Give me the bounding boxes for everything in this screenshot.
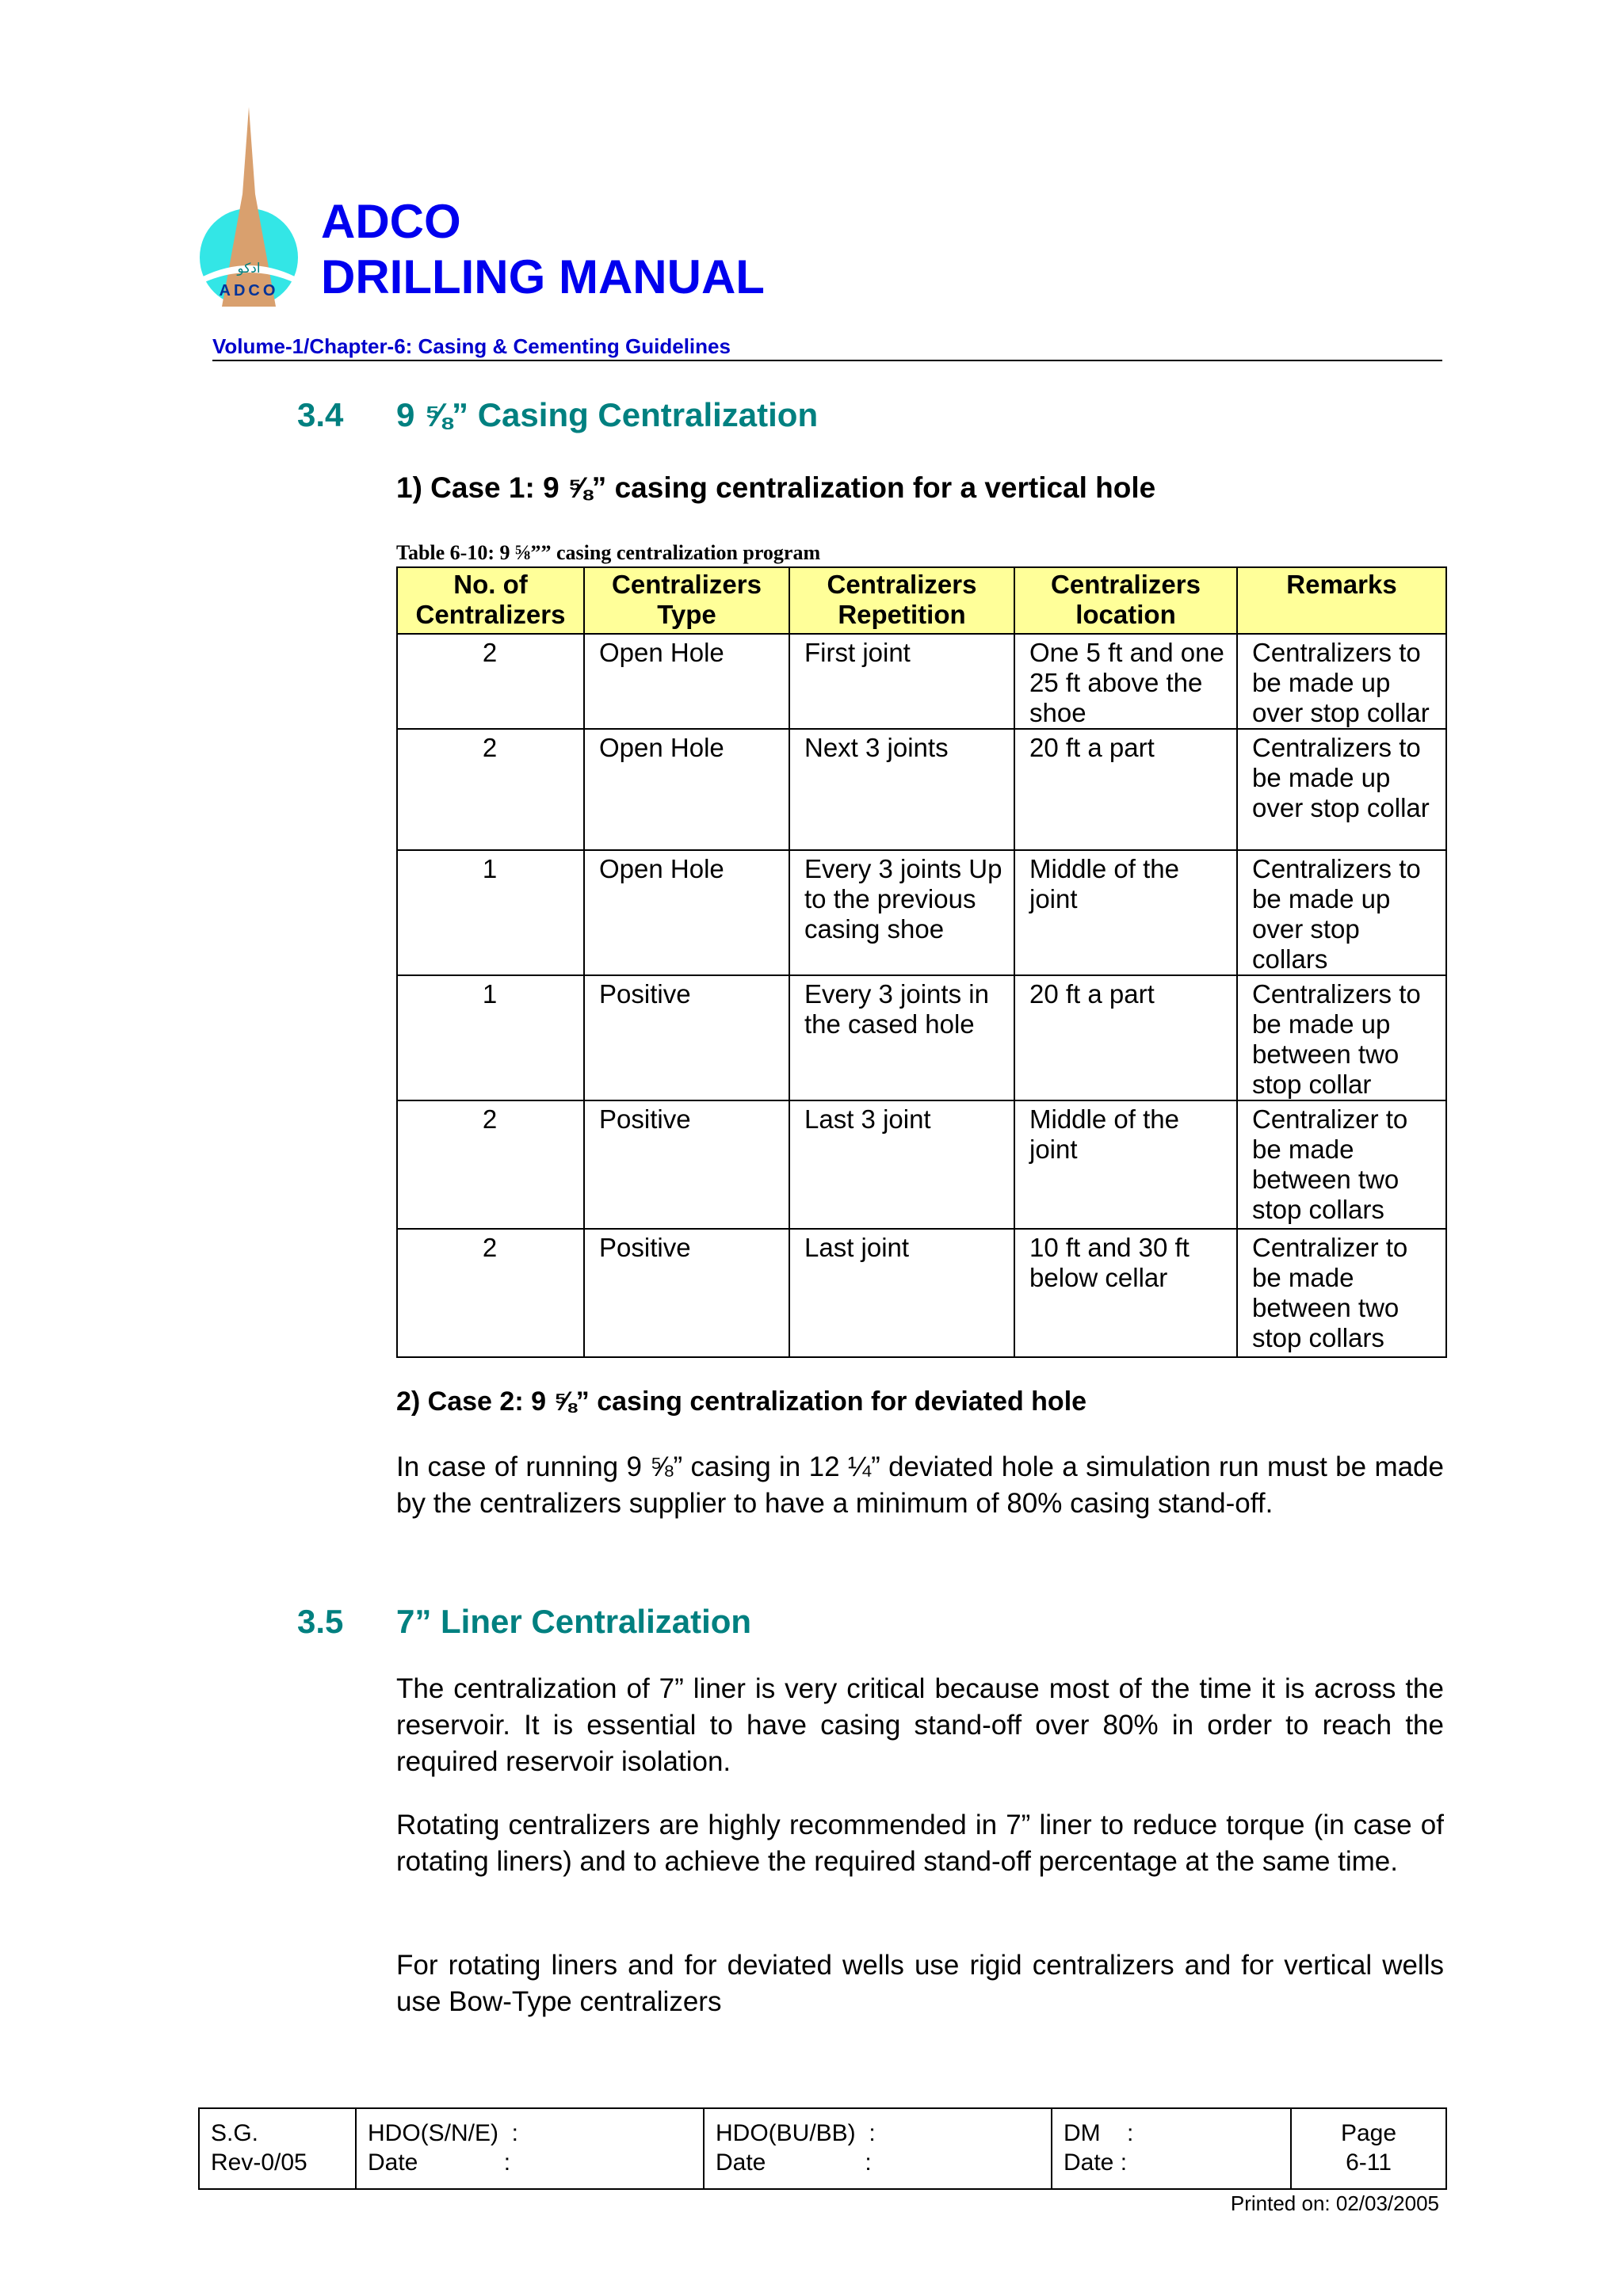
footer-dm: DM : — [1064, 2120, 1134, 2146]
col-header-location: Centralizers location — [1014, 567, 1237, 634]
chapter-subtitle: Volume-1/Chapter-6: Casing & Cementing Guidelines — [212, 334, 731, 358]
footer-hdo-bubb: HDO(BU/BB) : — [716, 2120, 876, 2146]
liner-paragraph-2: Rotating centralizers are highly recommended in 7” liner to reduce torque (in case of rotating liners) and to achieve the required stand-off percentage at the same time. — [396, 1810, 1444, 1877]
table-cell: Every 3 joints Up to the previous casing shoe — [789, 850, 1014, 975]
table-row — [397, 634, 1446, 729]
table-cell: 1 — [397, 850, 584, 975]
col-header-repetition: Centralizers Repetition — [789, 567, 1014, 634]
table-cell: Centralizers to be made up over stop collar — [1237, 729, 1446, 850]
approval-footer-table — [198, 2107, 1447, 2190]
table-cell: 20 ft a part — [1014, 729, 1237, 850]
table-cell: One 5 ft and one 25 ft above the shoe — [1014, 634, 1237, 729]
table-cell: 2 — [397, 729, 584, 850]
col-header-remarks: Remarks — [1237, 567, 1446, 634]
table-cell: First joint — [789, 634, 1014, 729]
logo-adco-text: ADCO — [219, 282, 279, 299]
footer-hdo-bubb-date: Date : — [716, 2149, 872, 2176]
footer-rev: Rev-0/05 — [211, 2149, 307, 2176]
table-cell: 2 — [397, 1100, 584, 1229]
table-cell: Last 3 joint — [789, 1100, 1014, 1229]
section-3-5-number: 3.5 — [297, 1603, 344, 1640]
adco-logo — [198, 107, 305, 309]
table-cell: 2 — [397, 634, 584, 729]
footer-hdo-sne-cell — [356, 2108, 704, 2189]
brand-title-line2: DRILLING MANUAL — [321, 250, 765, 303]
footer-row — [199, 2108, 1446, 2189]
table-cell: Middle of the joint — [1014, 1100, 1237, 1229]
case2-paragraph: In case of running 9 ⅝” casing in 12 ¼” deviated hole a simulation run must be made by the centralizers supplier to have a minimum of 80% casing stand-off. — [396, 1451, 1444, 1519]
section-3-4-number: 3.4 — [297, 396, 344, 433]
table-cell: Open Hole — [584, 634, 789, 729]
table-cell: 2 — [397, 1229, 584, 1357]
printed-date: Printed on: 02/03/2005 — [1230, 2191, 1439, 2215]
footer-hdo-bubb-cell — [704, 2108, 1052, 2189]
table-cell: Centralizers to be made up between two stop collar — [1237, 975, 1446, 1100]
logo-arabic-text: ادكو — [237, 261, 261, 277]
table-cell: Middle of the joint — [1014, 850, 1237, 975]
footer-hdo-sne: HDO(S/N/E) : — [368, 2120, 519, 2146]
centralization-table — [396, 566, 1447, 1358]
table-row — [397, 1100, 1446, 1229]
footer-dm-cell — [1052, 2108, 1291, 2189]
footer-page-label: Page — [1340, 2120, 1397, 2146]
case1-heading: 1) Case 1: 9 ⅝” casing centralization for a vertical hole — [396, 471, 1156, 504]
table-row — [397, 1229, 1446, 1357]
table-cell: Centralizer to be made between two stop collars — [1237, 1229, 1446, 1357]
footer-sg: S.G. — [211, 2120, 259, 2146]
col-header-count: No. of Centralizers — [397, 567, 584, 634]
table-cell: 1 — [397, 975, 584, 1100]
liner-paragraph-3: For rotating liners and for deviated wells use rigid centralizers and for vertical wells use Bow-Type centralizers — [396, 1950, 1444, 2017]
table-cell: Open Hole — [584, 850, 789, 975]
table-cell: Centralizers to be made up over stop collar — [1237, 634, 1446, 729]
table-caption: Table 6-10: 9 ⅝”” casing centralization program — [396, 541, 821, 564]
table-cell: Centralizer to be made between two stop collars — [1237, 1100, 1446, 1229]
table-cell: Last joint — [789, 1229, 1014, 1357]
brand-title-line1: ADCO — [321, 195, 461, 248]
table-cell: Next 3 joints — [789, 729, 1014, 850]
footer-revision-cell — [199, 2108, 356, 2189]
footer-page-number: 6-11 — [1346, 2149, 1392, 2176]
table-cell: Positive — [584, 975, 789, 1100]
col-header-type: Centralizers Type — [584, 567, 789, 634]
table-cell: Positive — [584, 1229, 789, 1357]
liner-paragraph-1: The centralization of 7” liner is very critical because most of the time it is across the reservoir. It is essential to have casing stand-off over 80% in order to reach the required reservoir isolation. — [396, 1673, 1444, 1777]
table-cell: Positive — [584, 1100, 789, 1229]
table-row — [397, 975, 1446, 1100]
header-divider — [212, 360, 1442, 361]
section-3-5-title: 7” Liner Centralization — [396, 1603, 752, 1640]
table-cell: 10 ft and 30 ft below cellar — [1014, 1229, 1237, 1357]
table-cell: Every 3 joints in the cased hole — [789, 975, 1014, 1100]
table-cell: 20 ft a part — [1014, 975, 1237, 1100]
table-row — [397, 850, 1446, 975]
case2-heading: 2) Case 2: 9 ⅝” casing centralization for deviated hole — [396, 1386, 1087, 1417]
table-header-row — [397, 567, 1446, 634]
table-cell: Open Hole — [584, 729, 789, 850]
footer-dm-date: Date : — [1064, 2149, 1128, 2176]
table-row — [397, 729, 1446, 850]
table-cell: Centralizers to be made up over stop collars — [1237, 850, 1446, 975]
section-3-4-title: 9 ⅝” Casing Centralization — [396, 396, 819, 433]
footer-page-cell — [1291, 2108, 1446, 2189]
footer-hdo-sne-date: Date : — [368, 2149, 511, 2176]
